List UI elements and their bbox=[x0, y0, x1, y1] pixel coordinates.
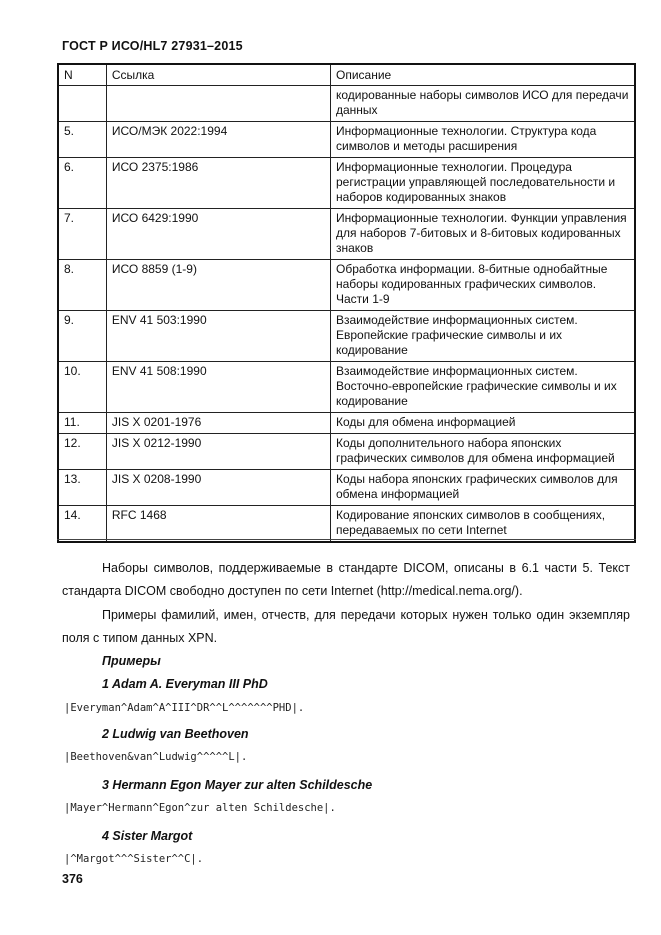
row-reference: ИСО 6429:1990 bbox=[106, 209, 330, 260]
row-description: Кодирование японских символов в сообщениях, передаваемых по сети Internet bbox=[330, 506, 635, 543]
row-number: 13. bbox=[58, 470, 106, 506]
row-number: 7. bbox=[58, 209, 106, 260]
row-number: 8. bbox=[58, 260, 106, 311]
example-title: 4 Sister Margot bbox=[102, 829, 193, 843]
row-reference: ENV 41 503:1990 bbox=[106, 311, 330, 362]
page-number: 376 bbox=[62, 872, 83, 886]
row-description: Коды для обмена информацией bbox=[330, 413, 635, 434]
example-code: |^Margot^^^Sister^^C|. bbox=[64, 853, 204, 865]
row-number bbox=[58, 86, 106, 122]
row-number: 10. bbox=[58, 362, 106, 413]
row-description: кодированные наборы символов ИСО для передачи данных bbox=[330, 86, 635, 122]
row-description: Коды набора японских графических символов для обмена информацией bbox=[330, 470, 635, 506]
table-header-row bbox=[58, 64, 635, 86]
example-code: |Mayer^Hermann^Egon^zur alten Schildesche|. bbox=[64, 802, 336, 814]
row-reference: JIS X 0208-1990 bbox=[106, 470, 330, 506]
examples-heading: Примеры bbox=[102, 654, 161, 668]
column-header-reference: Ссылка bbox=[106, 64, 330, 86]
row-reference: ИСО 2375:1986 bbox=[106, 158, 330, 209]
row-reference: RFC 1468 bbox=[106, 506, 330, 543]
table-row bbox=[58, 311, 635, 362]
row-description: Обработка информации. 8-битные однобайтные наборы кодированных графических символов. Части 1-9 bbox=[330, 260, 635, 311]
table-row bbox=[58, 86, 635, 122]
table-row bbox=[58, 362, 635, 413]
table-row bbox=[58, 209, 635, 260]
table-row bbox=[58, 158, 635, 209]
example-code: |Everyman^Adam^A^III^DR^^L^^^^^^^PHD|. bbox=[64, 702, 305, 714]
example-title: 3 Hermann Egon Mayer zur alten Schildesche bbox=[102, 778, 373, 792]
table-row bbox=[58, 260, 635, 311]
row-number: 5. bbox=[58, 122, 106, 158]
column-header-description: Описание bbox=[330, 64, 635, 86]
column-header-number: N bbox=[58, 64, 106, 86]
row-number: 11. bbox=[58, 413, 106, 434]
table-row bbox=[58, 122, 635, 158]
example-title: 2 Ludwig van Beethoven bbox=[102, 727, 249, 741]
row-description: Взаимодействие информационных систем. Европейские графические символы и их кодирование bbox=[330, 311, 635, 362]
row-description: Информационные технологии. Функции управления для наборов 7-битовых и 8-битовых кодированных знаков bbox=[330, 209, 635, 260]
table-row bbox=[58, 413, 635, 434]
document-header: ГОСТ Р ИСО/HL7 27931–2015 bbox=[62, 39, 243, 53]
row-description: Информационные технологии. Процедура регистрации управляющей последовательности и наборов кодированных знаков bbox=[330, 158, 635, 209]
row-reference bbox=[106, 86, 330, 122]
table-row bbox=[58, 434, 635, 470]
row-reference: ИСО/МЭК 2022:1994 bbox=[106, 122, 330, 158]
row-reference: ИСО 8859 (1-9) bbox=[106, 260, 330, 311]
example-code: |Beethoven&van^Ludwig^^^^^L|. bbox=[64, 751, 248, 763]
row-description: Взаимодействие информационных систем. Восточно-европейские графические символы и их кодирование bbox=[330, 362, 635, 413]
row-reference: ENV 41 508:1990 bbox=[106, 362, 330, 413]
section-divider bbox=[57, 539, 636, 540]
row-description: Коды дополнительного набора японских графических символов для обмена информацией bbox=[330, 434, 635, 470]
row-description: Информационные технологии. Структура кода символов и методы расширения bbox=[330, 122, 635, 158]
row-number: 14. bbox=[58, 506, 106, 543]
row-number: 6. bbox=[58, 158, 106, 209]
table-row bbox=[58, 506, 635, 543]
paragraph-xpn: Примеры фамилий, имен, отчеств, для передачи которых нужен только один экземпляр поля с типом данных XPN. bbox=[62, 608, 630, 645]
row-number: 12. bbox=[58, 434, 106, 470]
paragraph-dicom: Наборы символов, поддерживаемые в стандарте DICOM, описаны в 6.1 части 5. Текст стандарта DICOM свободно доступен по сети Internet (http://medical.nema.org/). bbox=[62, 561, 630, 598]
row-number: 9. bbox=[58, 311, 106, 362]
references-table bbox=[57, 63, 636, 543]
row-reference: JIS X 0201-1976 bbox=[106, 413, 330, 434]
table-row bbox=[58, 470, 635, 506]
row-reference: JIS X 0212-1990 bbox=[106, 434, 330, 470]
example-title: 1 Adam A. Everyman III PhD bbox=[102, 677, 268, 691]
